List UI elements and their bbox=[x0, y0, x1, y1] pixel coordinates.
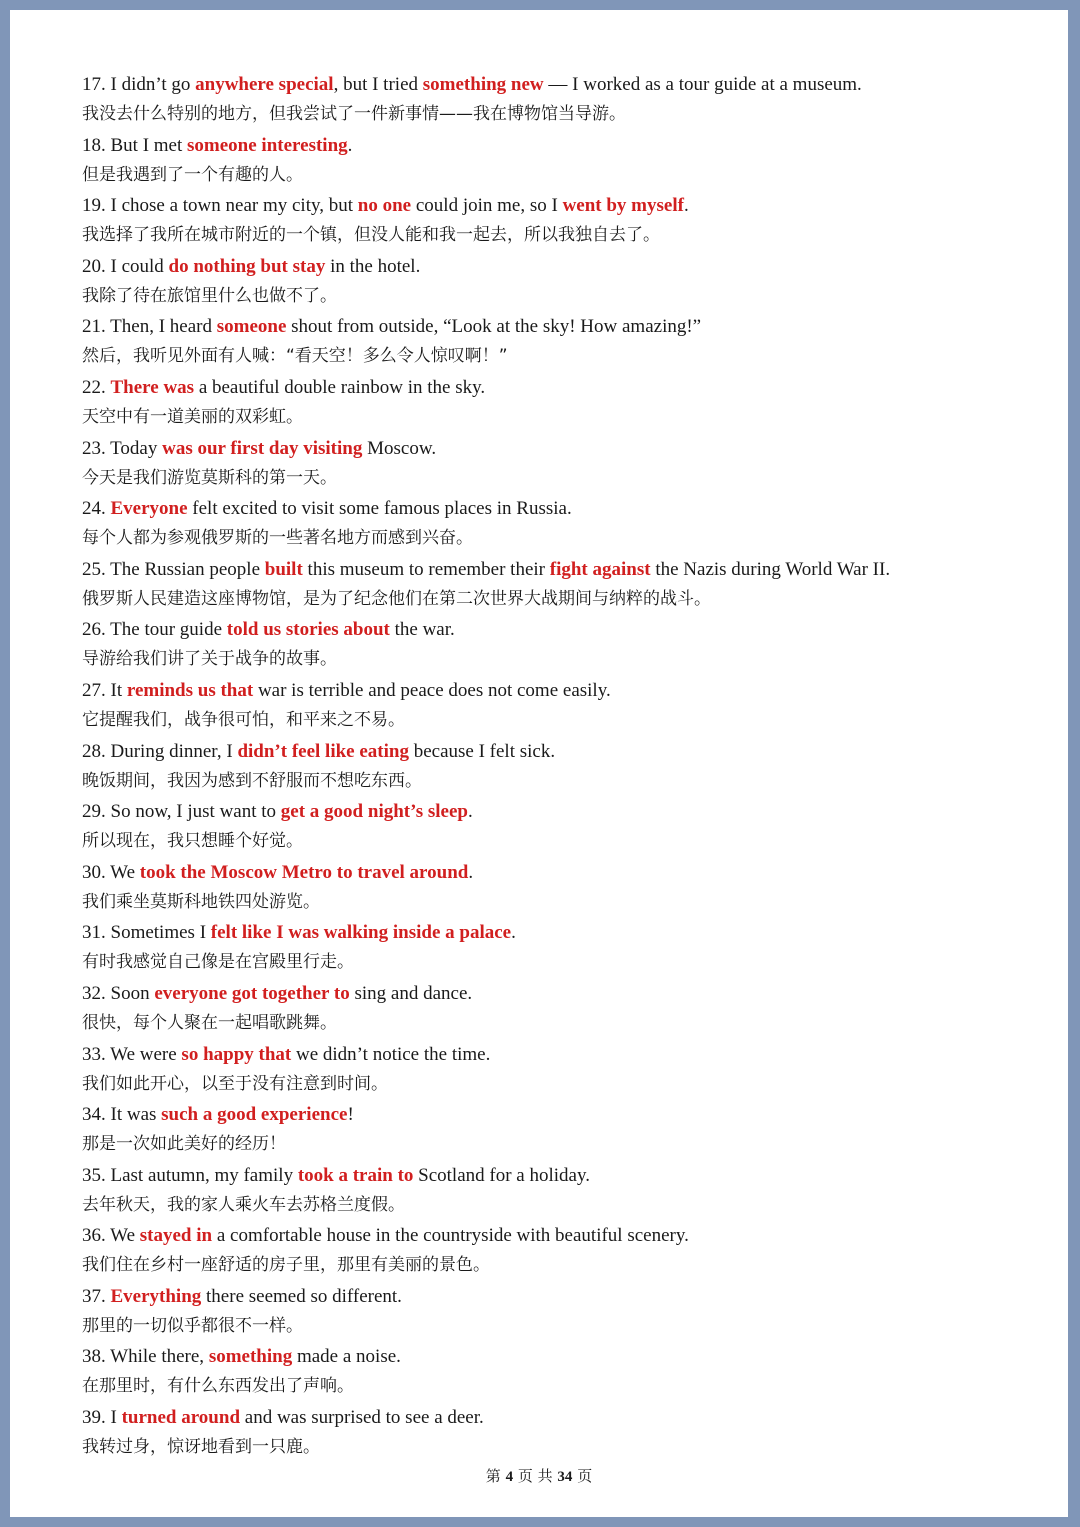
highlighted-phrase: There was bbox=[110, 376, 195, 398]
sentence-text: 27. It bbox=[82, 679, 127, 701]
chinese-translation: 有时我感觉自己像是在宫殿里行走。 bbox=[82, 952, 354, 973]
chinese-translation: 我除了待在旅馆里什么也做不了。 bbox=[82, 285, 337, 306]
sentence-text: Scotland for a holiday. bbox=[413, 1164, 590, 1186]
sentence-entry bbox=[82, 252, 1032, 313]
highlighted-phrase: didn’t feel like eating bbox=[237, 740, 409, 762]
sentence-text: . bbox=[347, 134, 353, 156]
highlighted-phrase: turned around bbox=[121, 1407, 241, 1429]
sentence-entry bbox=[82, 312, 1032, 373]
sentence-text: shout from outside, “Look at the sky! How amazing!” bbox=[286, 316, 702, 338]
sentence-text: felt excited to visit some famous places in Russia. bbox=[187, 498, 572, 520]
highlighted-phrase: took a train to bbox=[297, 1164, 414, 1186]
sentence-entry bbox=[82, 1221, 1032, 1282]
footer-total-pages: 34 bbox=[557, 1469, 573, 1485]
english-sentence bbox=[82, 434, 1032, 464]
english-sentence bbox=[82, 737, 1032, 767]
sentence-text: 31. Sometimes I bbox=[82, 922, 211, 944]
sentence-text: and was surprised to see a deer. bbox=[240, 1407, 484, 1429]
english-sentence bbox=[82, 131, 1032, 161]
sentence-text: 29. So now, I just want to bbox=[82, 801, 281, 823]
chinese-translation: 很快，每个人聚在一起唱歌跳舞。 bbox=[82, 1012, 337, 1033]
sentence-text: 18. But I met bbox=[82, 134, 188, 156]
sentence-text: war is terrible and peace does not come easily. bbox=[253, 679, 611, 701]
footer-suffix: 页 bbox=[577, 1467, 593, 1485]
chinese-translation: 但是我遇到了一个有趣的人。 bbox=[82, 164, 303, 185]
sentence-text: 35. Last autumn, my family bbox=[82, 1164, 298, 1186]
highlighted-phrase: built bbox=[264, 558, 303, 580]
sentence-text: 34. It was bbox=[82, 1104, 162, 1126]
highlighted-phrase: felt like I was walking inside a palace bbox=[210, 922, 512, 944]
english-sentence bbox=[82, 1100, 1032, 1130]
english-sentence bbox=[82, 1403, 1032, 1433]
sentence-entry bbox=[82, 858, 1032, 919]
english-sentence bbox=[82, 191, 1032, 221]
sentence-entry bbox=[82, 737, 1032, 798]
sentence-list bbox=[82, 70, 1032, 1464]
sentence-entry bbox=[82, 676, 1032, 737]
highlighted-phrase: something bbox=[208, 1346, 293, 1368]
sentence-text: 23. Today bbox=[82, 437, 163, 459]
highlighted-phrase: Everything bbox=[110, 1285, 202, 1307]
document-page bbox=[10, 10, 1068, 1517]
sentence-text: 39. I bbox=[82, 1407, 122, 1429]
chinese-translation: 所以现在，我只想睡个好觉。 bbox=[82, 831, 303, 852]
sentence-text: 32. Soon bbox=[82, 982, 155, 1004]
sentence-text: 24. bbox=[82, 498, 111, 520]
highlighted-phrase: do nothing but stay bbox=[168, 255, 326, 277]
sentence-text: the war. bbox=[389, 619, 455, 641]
english-sentence bbox=[82, 1161, 1032, 1191]
highlighted-phrase: someone bbox=[216, 316, 287, 338]
sentence-entry bbox=[82, 1040, 1032, 1101]
sentence-text: 17. I didn’t go bbox=[82, 74, 196, 95]
sentence-text: — I worked as a tour guide at a museum. bbox=[543, 74, 862, 95]
sentence-entry bbox=[82, 797, 1032, 858]
chinese-translation: 它提醒我们，战争很可怕，和平来之不易。 bbox=[82, 709, 405, 730]
sentence-text: 26. The tour guide bbox=[82, 619, 227, 641]
chinese-translation: 在那里时，有什么东西发出了声响。 bbox=[82, 1376, 354, 1397]
highlighted-phrase: went by myself bbox=[562, 195, 684, 217]
highlighted-phrase: such a good experience bbox=[161, 1104, 348, 1126]
sentence-entry bbox=[82, 191, 1032, 252]
highlighted-phrase: no one bbox=[357, 195, 412, 217]
sentence-entry bbox=[82, 131, 1032, 192]
english-sentence bbox=[82, 1342, 1032, 1372]
sentence-text: a comfortable house in the countryside with beautiful scenery. bbox=[212, 1225, 689, 1247]
sentence-text: a beautiful double rainbow in the sky. bbox=[194, 376, 486, 398]
highlighted-phrase: told us stories about bbox=[226, 619, 390, 641]
sentence-text: , but I tried bbox=[333, 74, 423, 95]
chinese-translation: 我转过身，惊讶地看到一只鹿。 bbox=[82, 1437, 320, 1458]
chinese-translation: 那是一次如此美好的经历！ bbox=[82, 1134, 286, 1155]
sentence-text: 20. I could bbox=[82, 255, 169, 277]
english-sentence bbox=[82, 555, 1032, 585]
highlighted-phrase: took the Moscow Metro to travel around bbox=[139, 861, 469, 883]
footer-current-page: 4 bbox=[505, 1469, 514, 1485]
highlighted-phrase: everyone got together to bbox=[154, 982, 350, 1004]
chinese-translation: 那里的一切似乎都很不一样。 bbox=[82, 1315, 303, 1336]
sentence-text: 38. While there, bbox=[82, 1346, 209, 1368]
sentence-entry bbox=[82, 373, 1032, 434]
footer-prefix: 第 bbox=[485, 1467, 501, 1485]
sentence-text: 33. We were bbox=[82, 1043, 182, 1065]
sentence-text: 22. bbox=[82, 376, 111, 398]
chinese-translation: 导游给我们讲了关于战争的故事。 bbox=[82, 649, 337, 670]
english-sentence bbox=[82, 70, 1032, 100]
sentence-text: could join me, so I bbox=[411, 195, 563, 217]
english-sentence bbox=[82, 979, 1032, 1009]
chinese-translation: 晚饭期间，我因为感到不舒服而不想吃东西。 bbox=[82, 770, 422, 791]
highlighted-phrase: get a good night’s sleep bbox=[280, 801, 468, 823]
english-sentence bbox=[82, 676, 1032, 706]
sentence-entry bbox=[82, 494, 1032, 555]
highlighted-phrase: stayed in bbox=[139, 1225, 213, 1247]
chinese-translation: 我们乘坐莫斯科地铁四处游览。 bbox=[82, 891, 320, 912]
sentence-entry bbox=[82, 1403, 1032, 1464]
sentence-text: 36. We bbox=[82, 1225, 140, 1247]
highlighted-phrase: fight against bbox=[549, 558, 651, 580]
highlighted-phrase: someone interesting bbox=[187, 134, 348, 156]
sentence-text: the Nazis during World War II. bbox=[650, 558, 891, 580]
sentence-text: 19. I chose a town near my city, but bbox=[82, 195, 358, 217]
sentence-entry bbox=[82, 1342, 1032, 1403]
english-sentence bbox=[82, 1221, 1032, 1251]
english-sentence bbox=[82, 797, 1032, 827]
sentence-text: 25. The Russian people bbox=[82, 558, 265, 580]
chinese-translation: 去年秋天，我的家人乘火车去苏格兰度假。 bbox=[82, 1194, 405, 1215]
chinese-translation: 然后，我听见外面有人喊：“看天空！多么令人惊叹啊！” bbox=[82, 346, 508, 367]
sentence-text: in the hotel. bbox=[325, 255, 421, 277]
chinese-translation: 我们如此开心，以至于没有注意到时间。 bbox=[82, 1073, 388, 1094]
sentence-entry bbox=[82, 70, 1032, 131]
highlighted-phrase: Everyone bbox=[110, 498, 188, 520]
sentence-text: made a noise. bbox=[292, 1346, 401, 1368]
highlighted-phrase: reminds us that bbox=[126, 679, 254, 701]
chinese-translation: 我选择了我所在城市附近的一个镇，但没人能和我一起去，所以我独自去了。 bbox=[82, 225, 660, 246]
chinese-translation: 我们住在乡村一座舒适的房子里，那里有美丽的景色。 bbox=[82, 1255, 490, 1276]
chinese-translation: 今天是我们游览莫斯科的第一天。 bbox=[82, 467, 337, 488]
sentence-entry bbox=[82, 979, 1032, 1040]
chinese-translation: 天空中有一道美丽的双彩虹。 bbox=[82, 406, 303, 427]
english-sentence bbox=[82, 312, 1032, 342]
english-sentence bbox=[82, 918, 1032, 948]
sentence-entry bbox=[82, 615, 1032, 676]
highlighted-phrase: so happy that bbox=[181, 1043, 292, 1065]
sentence-entry bbox=[82, 555, 1032, 616]
sentence-text: . bbox=[511, 922, 516, 944]
sentence-text: ! bbox=[347, 1104, 354, 1126]
sentence-text: 37. bbox=[82, 1285, 111, 1307]
sentence-entry bbox=[82, 918, 1032, 979]
highlighted-phrase: something new bbox=[422, 74, 544, 95]
english-sentence bbox=[82, 373, 1032, 403]
sentence-text: we didn’t notice the time. bbox=[291, 1043, 491, 1065]
sentence-entry bbox=[82, 1100, 1032, 1161]
sentence-text: because I felt sick. bbox=[408, 740, 556, 762]
sentence-entry bbox=[82, 434, 1032, 495]
sentence-text: 28. During dinner, I bbox=[82, 740, 238, 762]
footer-middle: 页 共 bbox=[517, 1467, 553, 1485]
sentence-entry bbox=[82, 1161, 1032, 1222]
sentence-text: sing and dance. bbox=[349, 982, 473, 1004]
chinese-translation: 俄罗斯人民建造这座博物馆，是为了纪念他们在第二次世界大战期间与纳粹的战斗。 bbox=[82, 588, 711, 609]
english-sentence bbox=[82, 858, 1032, 888]
sentence-text: there seemed so different. bbox=[201, 1285, 402, 1307]
sentence-entry bbox=[82, 1282, 1032, 1343]
sentence-text: . bbox=[468, 861, 474, 883]
sentence-text: 30. We bbox=[82, 861, 140, 883]
sentence-text: . bbox=[468, 801, 473, 823]
sentence-text: this museum to remember their bbox=[302, 558, 550, 580]
sentence-text: . bbox=[683, 195, 689, 217]
chinese-translation: 我没去什么特别的地方，但我尝试了一件新事情——我在博物馆当导游。 bbox=[82, 104, 626, 124]
english-sentence bbox=[82, 615, 1032, 645]
english-sentence bbox=[82, 252, 1032, 282]
highlighted-phrase: was our first day visiting bbox=[162, 437, 363, 459]
sentence-text: 21. Then, I heard bbox=[82, 316, 217, 338]
page-footer bbox=[10, 1465, 1068, 1486]
english-sentence bbox=[82, 494, 1032, 524]
sentence-text: Moscow. bbox=[362, 437, 437, 459]
highlighted-phrase: anywhere special bbox=[195, 74, 334, 95]
chinese-translation: 每个人都为参观俄罗斯的一些著名地方而感到兴奋。 bbox=[82, 528, 473, 549]
english-sentence bbox=[82, 1040, 1032, 1070]
english-sentence bbox=[82, 1282, 1032, 1312]
